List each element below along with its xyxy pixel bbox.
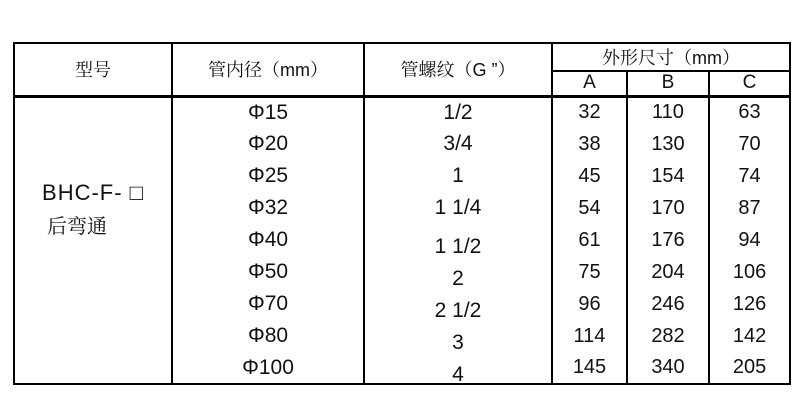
cell-dim-a-value: 61 xyxy=(578,228,601,251)
table-body xyxy=(14,96,790,384)
cell-dim-a xyxy=(552,224,627,256)
cell-dim-b xyxy=(627,128,709,160)
cell-dim-a-value: 38 xyxy=(578,132,601,155)
cell-diameter-value: Φ15 xyxy=(247,100,289,124)
cell-dim-b xyxy=(627,352,709,384)
cell-dim-c xyxy=(709,96,790,128)
cell-dim-c-value: 205 xyxy=(732,356,767,378)
cell-thread-value: 2 xyxy=(452,267,464,290)
model-block xyxy=(42,176,144,244)
cell-dim-a-value: 145 xyxy=(572,356,607,378)
header-row-main xyxy=(14,43,790,71)
cell-thread xyxy=(364,128,552,160)
header-dim-a xyxy=(552,71,627,96)
cell-dim-c-value: 142 xyxy=(732,324,767,347)
cell-dim-a xyxy=(552,320,627,352)
cell-dim-b-value: 170 xyxy=(651,196,685,219)
cell-diameter-value: Φ20 xyxy=(247,132,289,155)
cell-dim-c xyxy=(709,192,790,224)
header-thread xyxy=(364,43,552,96)
cell-dim-b-value: 246 xyxy=(651,292,685,315)
cell-dim-c xyxy=(709,160,790,192)
cell-dim-c-value: 63 xyxy=(738,101,761,124)
cell-thread xyxy=(364,256,552,288)
cell-dim-a-value: 96 xyxy=(578,292,601,315)
header-thread-label: 管螺纹（G ”） xyxy=(400,60,516,81)
cell-dim-b-value: 154 xyxy=(651,164,685,187)
cell-thread-value: 3 xyxy=(452,331,464,354)
cell-diameter xyxy=(172,320,364,352)
header-inner-diameter xyxy=(172,43,364,96)
cell-diameter xyxy=(172,192,364,224)
cell-diameter-value: Φ25 xyxy=(247,164,289,187)
spec-table xyxy=(13,42,791,385)
cell-diameter xyxy=(172,288,364,320)
cell-dim-c xyxy=(709,128,790,160)
cell-dim-b xyxy=(627,320,709,352)
cell-dim-a xyxy=(552,160,627,192)
cell-dim-a xyxy=(552,256,627,288)
header-inner-diameter-label: 管内径（mm） xyxy=(208,60,328,81)
cell-thread xyxy=(364,288,552,320)
cell-dim-a xyxy=(552,128,627,160)
cell-thread xyxy=(364,160,552,192)
header-dim-c xyxy=(709,71,790,96)
cell-dim-a xyxy=(552,288,627,320)
header-model-label: 型号 xyxy=(75,60,111,81)
cell-diameter-value: Φ50 xyxy=(247,260,289,283)
cell-dim-c-value: 70 xyxy=(738,132,761,155)
cell-thread-value: 2 1/2 xyxy=(434,299,482,322)
cell-dim-c-value: 94 xyxy=(738,228,761,251)
cell-dim-b xyxy=(627,256,709,288)
cell-dim-b xyxy=(627,192,709,224)
header-dim-b-label: B xyxy=(661,72,675,94)
cell-dim-a-value: 54 xyxy=(578,196,601,219)
header-dimensions-group xyxy=(552,43,790,71)
cell-diameter xyxy=(172,96,364,128)
cell-diameter xyxy=(172,128,364,160)
header-dim-c-label: C xyxy=(742,72,757,94)
cell-thread-value: 1 1/2 xyxy=(434,235,482,258)
cell-dim-b-value: 340 xyxy=(651,356,685,378)
cell-dim-a-value: 32 xyxy=(578,101,601,124)
cell-dim-b-value: 176 xyxy=(651,228,685,251)
cell-dim-a-value: 75 xyxy=(578,260,601,283)
cell-dim-b-value: 110 xyxy=(652,101,684,124)
cell-diameter xyxy=(172,160,364,192)
table-header xyxy=(14,43,790,96)
cell-dim-c-value: 74 xyxy=(738,164,761,187)
cell-dim-b-value: 282 xyxy=(651,324,685,347)
cell-thread xyxy=(364,352,552,384)
header-dim-b xyxy=(627,71,709,96)
cell-dim-c-value: 106 xyxy=(732,260,767,283)
cell-thread xyxy=(364,320,552,352)
cell-dim-a xyxy=(552,352,627,384)
cell-dim-a-value: 114 xyxy=(573,324,606,347)
cell-dim-b xyxy=(627,160,709,192)
cell-thread xyxy=(364,192,552,224)
cell-dim-c-value: 126 xyxy=(732,292,767,315)
cell-thread-value: 1/2 xyxy=(443,100,473,124)
cell-diameter xyxy=(172,352,364,384)
cell-dim-b-value: 204 xyxy=(651,260,685,283)
header-dim-a-label: A xyxy=(583,72,596,94)
cell-dim-c xyxy=(709,256,790,288)
table-row xyxy=(14,96,790,128)
header-dimensions-group-label: 外形尺寸（mm） xyxy=(602,48,741,68)
cell-thread-value: 1 1/4 xyxy=(434,196,482,219)
cell-thread xyxy=(364,224,552,256)
model-name: 后弯通 xyxy=(47,215,108,238)
model-cell xyxy=(14,96,172,384)
cell-diameter xyxy=(172,256,364,288)
cell-thread xyxy=(364,96,552,128)
cell-dim-c xyxy=(709,320,790,352)
cell-dim-c xyxy=(709,352,790,384)
cell-dim-b xyxy=(627,96,709,128)
model-code: BHC-F- □ xyxy=(42,179,144,205)
cell-dim-c-value: 87 xyxy=(738,196,761,219)
cell-thread-value: 1 xyxy=(452,164,464,187)
cell-diameter-value: Φ40 xyxy=(247,228,289,251)
cell-diameter-value: Φ100 xyxy=(242,355,294,379)
cell-dim-b xyxy=(627,288,709,320)
cell-diameter-value: Φ80 xyxy=(247,324,289,347)
cell-dim-c xyxy=(709,224,790,256)
cell-dim-b xyxy=(627,224,709,256)
cell-diameter-value: Φ32 xyxy=(247,196,289,219)
cell-dim-c xyxy=(709,288,790,320)
cell-thread-value: 3/4 xyxy=(443,132,473,155)
cell-dim-a xyxy=(552,192,627,224)
cell-diameter xyxy=(172,224,364,256)
cell-dim-b-value: 130 xyxy=(651,132,685,155)
header-model xyxy=(14,43,172,96)
cell-dim-a-value: 45 xyxy=(578,164,601,187)
cell-thread-value: 4 xyxy=(452,362,464,386)
cell-dim-a xyxy=(552,96,627,128)
cell-diameter-value: Φ70 xyxy=(247,292,289,315)
